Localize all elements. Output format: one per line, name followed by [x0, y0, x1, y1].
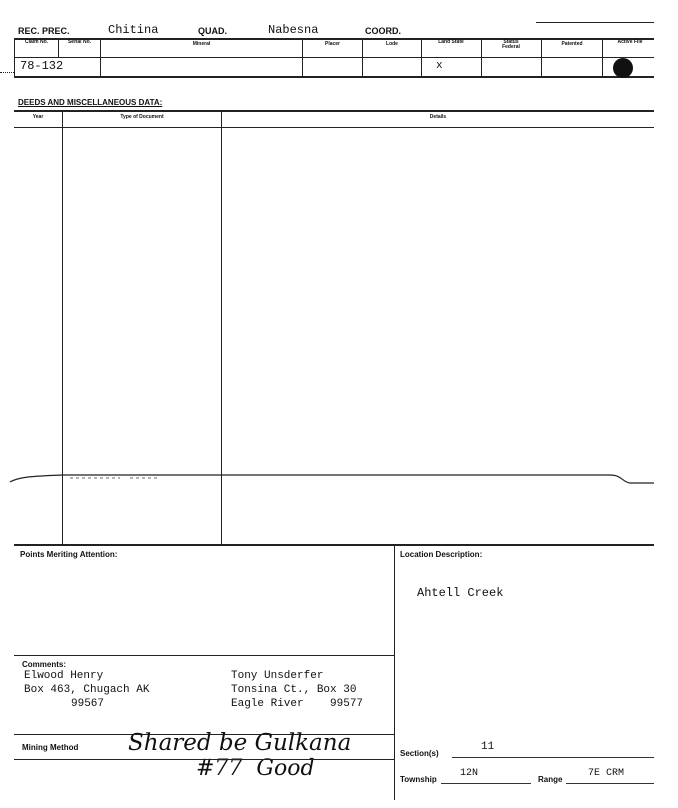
deeds-table-header-rule: [14, 127, 654, 128]
deeds-table-top-rule: [14, 110, 654, 112]
range-label: Range: [538, 775, 563, 784]
land-state-mark: x: [436, 60, 443, 72]
header-top-rule: [536, 22, 654, 23]
col-status-federal: Status Federal: [502, 39, 520, 50]
range-value: 7E CRM: [588, 768, 625, 779]
mining-method-handwriting-2: #77 Good: [196, 756, 315, 781]
quad-label: QUAD.: [198, 26, 227, 36]
sections-label: Section(s): [400, 749, 439, 758]
col-type-of-document: Type of Document: [120, 114, 164, 120]
edge-tick: [0, 72, 14, 73]
rec-prec-label: REC. PREC.: [18, 26, 70, 36]
claim-table-header-rule: [14, 57, 654, 58]
col-details: Details: [429, 114, 447, 120]
comment-right-line-3: Eagle River 99577: [231, 698, 364, 710]
claim-table-top-rule: [14, 38, 654, 40]
claim-col-line: [481, 38, 482, 76]
punch-hole-dot: [613, 58, 633, 78]
col-land-state: Land State: [438, 39, 464, 45]
deeds-section-title: DEEDS AND MISCELLANEOUS DATA:: [18, 98, 163, 107]
page-fold-line: [0, 462, 678, 492]
rec-prec-value: Chitina: [108, 23, 159, 37]
claim-no-value: 78-132: [20, 59, 64, 73]
mining-method-bottom-rule: [14, 759, 394, 760]
claim-col-line: [602, 38, 603, 76]
col-year: Year: [32, 114, 44, 120]
comment-right-line-2: Tonsina Ct., Box 30: [231, 684, 357, 696]
lower-section-top-rule: [14, 544, 654, 546]
mining-method-label: Mining Method: [22, 743, 79, 752]
col-mineral: Mineral: [192, 41, 211, 47]
col-serial-no: Serial No.: [67, 39, 92, 45]
township-underline: [441, 783, 531, 784]
col-claim-no: Claim No.: [24, 39, 49, 45]
comment-left-line-2: Box 463, Chugach AK: [24, 684, 150, 696]
range-underline: [566, 783, 654, 784]
mining-method-handwriting-1: Shared be Gulkana: [128, 730, 352, 756]
col-lode: Lode: [386, 41, 398, 47]
claim-col-line: [421, 38, 422, 76]
points-meriting-attention-label: Points Meriting Attention:: [20, 550, 118, 559]
sections-underline: [452, 757, 654, 758]
claim-table-bottom-rule: [14, 76, 654, 78]
quad-value: Nabesna: [268, 23, 319, 37]
comment-left-line-3: 99567: [71, 698, 105, 710]
comments-top-rule: [14, 655, 394, 656]
township-value: 12N: [460, 768, 479, 779]
location-description-label: Location Description:: [400, 550, 483, 559]
lower-section-divider: [394, 544, 395, 800]
sections-value: 11: [481, 741, 495, 753]
col-active-file: Active File: [617, 39, 643, 45]
col-placer: Placer: [324, 41, 340, 47]
comments-label: Comments:: [22, 660, 67, 669]
location-description-value: Ahtell Creek: [417, 586, 504, 600]
township-label: Township: [400, 775, 437, 784]
comment-right-line-1: Tony Unsderfer: [231, 670, 324, 682]
comment-left-line-1: Elwood Henry: [24, 670, 104, 682]
col-patented: Patented: [561, 41, 583, 47]
coord-label: COORD.: [365, 26, 401, 36]
